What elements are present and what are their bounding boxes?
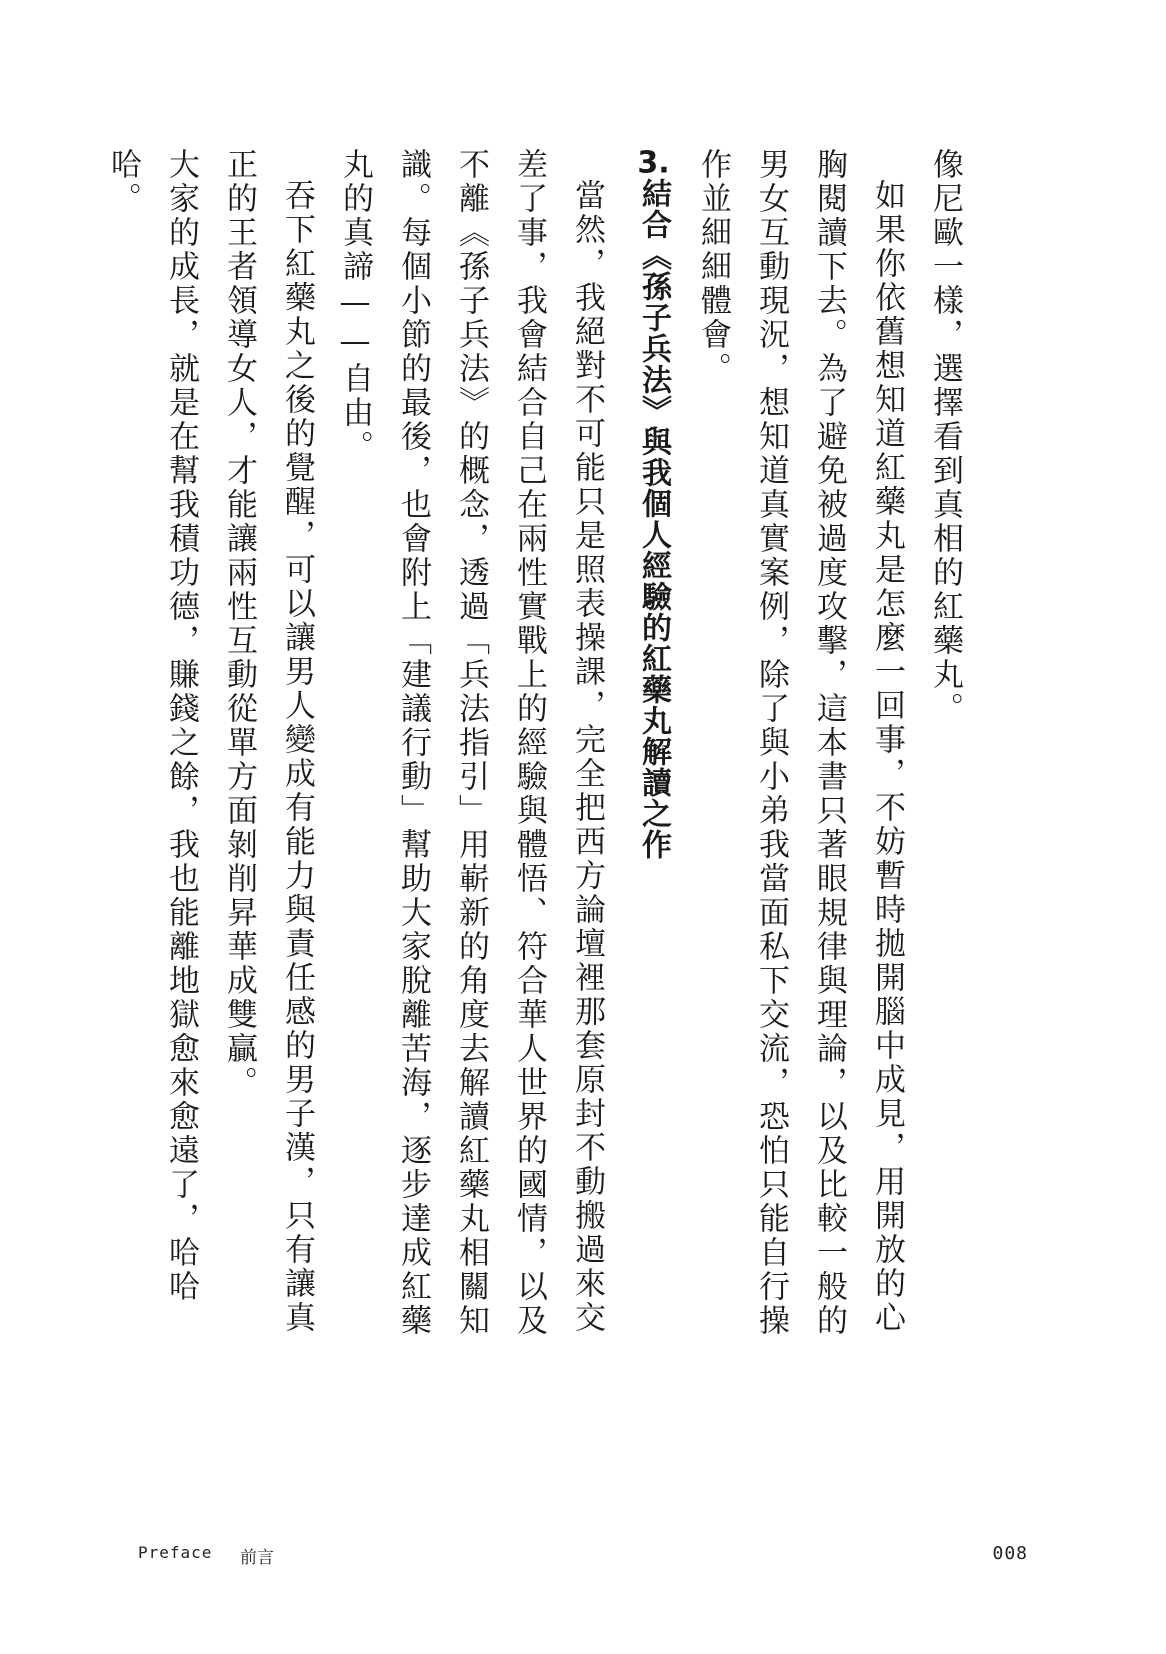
footer-label-zh: 前言 bbox=[240, 1548, 274, 1568]
section-number: 3. bbox=[637, 148, 670, 178]
page-number: 008 bbox=[992, 1543, 1028, 1564]
vertical-body-text bbox=[94, 148, 974, 1363]
section-heading bbox=[624, 148, 682, 1363]
footer-label-en: Preface bbox=[138, 1543, 213, 1562]
paragraph-continued: 像尼歐一樣，選擇看到真相的紅藥丸。 bbox=[927, 148, 963, 726]
paragraph-closing: 大家的成長，就是在幫我積功德，賺錢之餘，我也能離地獄愈來愈遠了，哈哈哈。 bbox=[105, 148, 199, 1304]
page-footer bbox=[138, 1543, 1028, 1567]
paragraph-method: 當然，我絕對不可能只是照表操課，完全把西方論壇裡那套原封不動搬過來交差了事，我會結合自己在兩性實戰上的經驗與體悟、符合華人世界的國情，以及不離《孫子兵法》的概念，透過「兵法指引」用嶄新的角度去解讀紅藥丸相關知識。每個小節的最後，也會附上「建議行動」幫助大家脫離苦海，逐步達成紅藥丸的真諦——自由。 bbox=[337, 148, 605, 1338]
paragraph-awakening: 吞下紅藥丸之後的覺醒，可以讓男人變成有能力與責任感的男子漢，只有讓真正的王者領導女人，才能讓兩性互動從單方面剝削昇華成雙贏。 bbox=[221, 148, 315, 1335]
paragraph-open-mind: 如果你依舊想知道紅藥丸是怎麼一回事，不妨暫時拋開腦中成見，用開放的心胸閱讀下去。為了避免被過度攻擊，這本書只著眼規律與理論，以及比較一般的男女互動現況，想知道真實案例，除了與小弟我當面私下交流，恐怕只能自行操作並細細體會。 bbox=[695, 148, 905, 1338]
section-title: 結合《孫子兵法》與我個人經驗的紅藥丸解讀之作 bbox=[636, 178, 671, 860]
